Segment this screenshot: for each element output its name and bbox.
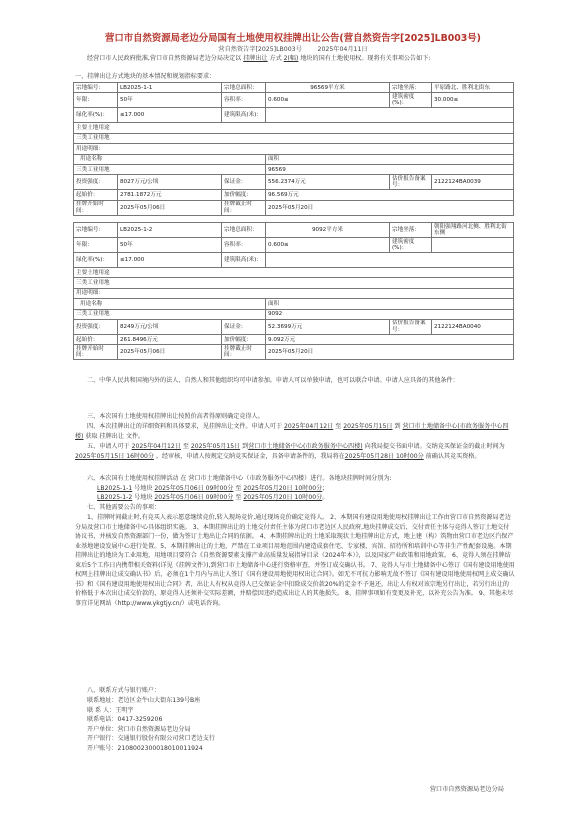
parcel-years: 50年 (118, 93, 222, 108)
label-cell: 挂牌开始时间： (74, 345, 118, 360)
label-cell: 保证金： (222, 319, 266, 334)
table-row (74, 278, 514, 288)
table-row (74, 190, 514, 200)
listing-line-2 (97, 493, 517, 503)
table-row (74, 83, 514, 93)
section-7-body: 1、挂牌时间截止时,有竞买人表示愿意继续竞价,转入现场竞价,通过现场竞价确定竞得人。 2、本期国有建设用地使用权挂牌出让工作由营口市自然资源局老边分局及营口市土地储备中心具体组织实施。 3、本期挂牌出让的土地交付责任主体为营口市老边区人民政府,地块挂牌成交后，交付责任主体与竞得人签订土地交付协议书，并核发自然资源部门一份，做为签订土地出让合同的依据。 4、本期挂牌出让的土地采取现状土地挂牌出让方式，地上建（构）筑物由营口市老边区汽保产业基地建设发展中心进行处置。5、本期挂牌出让的土地，严禁在工业项目用地范围内建造成套住宅、专家楼、宾馆、招待所和培训中心等非生产性配套设施。本期挂牌出让的地块为工业用地，用地项目要符合《自然资源要素支撑产业高质量发展指导目录（2024年本）》，以及国家产业政策和用地政策。 6、竞得人须在挂牌结束后5个工作日内携带相关资料(详见《挂牌文件》),到营口市土地储备中心进行资格审查，并签订成交确认书。 7、竞得人与市土地储备中心签订《国有建设用地使用权网上挂牌出让成交确认书》后，必须在1个月内与出让人签订《国有建设用地使用权出让合同》。如无不可抗力影响无故不签订《国有建设用地使用权网上成交确认书》和《国有建设用地使用权出让合同》者，出让人有权从竞得人已交保证金中扣除成交价款20%的定金不予退还，出让人有权对该宗地另行出让，若另行出让的价格低于本次出让成交价款的，原竞得人还须补交实际差额，并赔偿因违约造成出让人的其他损失。 8、挂牌事项如有变更及补充，以补充公告为准。 9、其他未尽事宜详见网站（http://www.ykgtjy.cn/）或电话咨询。 (75, 514, 515, 607)
parcel-step: 9.092万元 (266, 334, 514, 344)
table-row (74, 319, 514, 334)
label-cell: 三类工业用地 (74, 133, 514, 143)
signature: 营口市自然资源局老边分局 (429, 786, 504, 793)
date: 2025年05月15日 (190, 443, 241, 450)
table-row (74, 154, 514, 164)
parcel-listing-start: 2025年05月06日 (118, 345, 222, 360)
label-cell: 估价报告备案号： (390, 175, 432, 190)
contact-block (87, 696, 527, 753)
label-cell: 用途明细： (74, 288, 514, 298)
table-row (74, 238, 514, 253)
parcel-area: 96569平方米 (266, 83, 390, 93)
label-cell: 建筑限高(米)： (222, 253, 266, 268)
subtitle-date: 2025年04月11日 (317, 46, 368, 53)
text: 获取 挂牌出让 文件。 (83, 432, 145, 440)
section-8-heading: 八、联系方式与银行账户： (87, 687, 161, 694)
label-cell: 投资强度： (74, 319, 118, 334)
parcel-height (266, 108, 514, 123)
date: 2025年05月06日 09时00分 (154, 494, 234, 501)
text: 向我局提交书面申请。交纳竞买保证金的截止时间为 (362, 443, 505, 450)
label-cell: 容积率： (222, 93, 266, 108)
section-4 (75, 422, 515, 441)
parcel-table-2 (73, 222, 514, 360)
text: 。经审核，申请人按规定交纳竞买保证金，具备申请条件的，我局将在 (153, 452, 345, 460)
parcel-density (432, 238, 514, 253)
parcel-start-price: 261.8496万元 (118, 334, 222, 344)
subtitle-ref: 营自然资告字[2025]LB003号 (218, 46, 302, 53)
label-cell: 宗地坐落： (390, 223, 432, 238)
label-cell: 年限： (74, 93, 118, 108)
table-row (74, 345, 514, 360)
label-cell: 用途明细： (74, 144, 514, 154)
parcel-location: 平原路北、胜利北街东 (432, 83, 514, 93)
table-row (74, 309, 514, 319)
parcel-deposit: 556.2374万元 (266, 175, 390, 190)
parcel-far: 0.600≤ (266, 93, 390, 108)
parcel-no: LB2025-1-2 (118, 223, 222, 238)
parcel-use-area: 9092 (266, 309, 514, 319)
text: 至 (180, 443, 191, 450)
label-cell: 绿化率(%)： (74, 253, 118, 268)
bank-name: 开户银行：交通银行股份有限公司营口老边支行 (87, 735, 215, 742)
parcel-use-area: 96569 (266, 164, 514, 174)
table-row (74, 253, 514, 268)
label-cell: 宗地编号： (74, 83, 118, 93)
text: ； (322, 485, 329, 492)
parcel-years: 50年 (118, 238, 222, 253)
intro-text: 方式 (267, 55, 284, 62)
parcel-listing-start: 2025年05月06日 (118, 200, 222, 215)
label-cell: 用途名称 (74, 154, 266, 164)
label-cell: 用途名称 (74, 299, 266, 309)
text: 号地块 (132, 494, 155, 501)
label-cell: 主要土地用途 (74, 268, 514, 278)
date: 2025年04月12日 (283, 423, 334, 430)
page-subtitle (0, 44, 586, 53)
label-cell: 建筑限高(米)： (222, 108, 266, 123)
label-cell: 宗地总面积： (222, 83, 266, 93)
parcel-area: 9092平方米 (266, 223, 390, 238)
table-row (74, 334, 514, 344)
table-row (74, 175, 514, 190)
section-3: 三、本次国有土地使用权挂牌出让按照价高者得原则确定竞得人。 (87, 413, 264, 420)
label-cell: 加价幅度： (222, 190, 266, 200)
table-row (74, 93, 514, 108)
table-row (74, 299, 514, 309)
table-row (74, 268, 514, 278)
table-row (74, 123, 514, 133)
label-cell: 宗地总面积： (222, 223, 266, 238)
table-row (74, 108, 514, 123)
label-cell: 绿化率(%)： (74, 108, 118, 123)
table-row (74, 200, 514, 215)
label-cell: 容积率： (222, 238, 266, 253)
table-row (74, 288, 514, 298)
label-cell: 保证金： (222, 175, 266, 190)
intro-text: 地块的国有土地使用权。现将有关事项公告如下: (298, 55, 431, 62)
parcel-no: LB2025-1-2 (97, 494, 133, 501)
parcel-eval-no: 2122124BA0039 (432, 175, 514, 190)
section-6: 六、本次国有土地使用权挂牌活动 在 营口市土地储备中心（市政务服务中心四楼）进行。各地块挂牌时间分别为: (87, 475, 392, 482)
label-cell: 挂牌截止时间： (222, 345, 266, 360)
label-cell: 宗地编号： (74, 223, 118, 238)
section-7-heading: 七、其他需要公告的事项： (87, 504, 161, 511)
date: 2025年05月20日 10时00分 (243, 485, 323, 492)
parcel-eval-no: 2122124BA0040 (432, 319, 514, 334)
label-cell: 挂牌截止时间： (222, 200, 266, 215)
parcel-listing-end: 2025年05月20日 (266, 345, 514, 360)
label-cell: 面积 (266, 299, 514, 309)
date: 2025年04月12日 (131, 443, 181, 450)
text: 前确认其竞买资格。 (423, 452, 481, 460)
contact-person: 联 系 人：王明宇 (87, 706, 134, 714)
label-cell: 主要土地用途 (74, 123, 514, 133)
text: 四、本次挂牌出让的详细资料和具体要求，见挂牌出让文件。申请人可于 (87, 423, 284, 430)
label-cell: 投资强度： (74, 175, 118, 190)
label-cell: 年限： (74, 238, 118, 253)
parcel-height (266, 253, 514, 268)
date: 2025年05月28日 10时00分 (344, 452, 424, 460)
date: 2025年05月20日 10时00分 (243, 494, 323, 501)
date: 2025年05月15日 (343, 423, 393, 430)
label-cell: 挂牌开始时间： (74, 200, 118, 215)
parcel-use: 三类工业用地 (74, 309, 266, 319)
page-title: 营口市自然资源局老边分局国有土地使用权挂牌出让公告(营自然资告字[2025]LB003号) (105, 33, 481, 44)
text: 至 (233, 485, 244, 492)
text: 五、申请人可于 (87, 443, 132, 450)
intro-text: 经营口市人民政府批准,营口市自然资源局老边分局决定以 (87, 55, 244, 62)
parcel-start-price: 2781.1872万元 (118, 190, 222, 200)
label-cell: 估价报告备案号： (390, 319, 432, 334)
parcel-use: 三类工业用地 (74, 164, 266, 174)
section-1-heading: 一、挂牌出让方式地块的基本情况和规划指标要求： (75, 73, 216, 80)
label-cell: 起始价： (74, 190, 118, 200)
parcel-invest: 8249万元/公顷 (118, 319, 222, 334)
text: 至 (333, 423, 344, 430)
label-cell: 起始价： (74, 334, 118, 344)
org: 营口市土地储备中心(市政务服务中心四楼) (248, 443, 363, 450)
date: 2025年05月15日 16时00分 (75, 452, 154, 460)
parcel-invest: 8027万元/公顷 (118, 175, 222, 190)
contact-address: 联系地址：老边区金牛山大街东139号B座 (87, 697, 201, 704)
label-cell: 三类工业用地 (74, 278, 514, 288)
text: 号地块 (132, 485, 155, 492)
table-row (74, 223, 514, 238)
parcel-density: 30.000≤ (432, 93, 514, 108)
intro-method: 挂牌出让 (243, 55, 268, 62)
bank-payee: 开户单位：营口市自然资源局老边分局 (87, 725, 191, 733)
parcel-green: ≤17.000 (118, 253, 222, 268)
parcel-listing-end: 2025年05月20日 (266, 200, 514, 215)
label-cell: 面积 (266, 154, 514, 164)
label-cell: 建筑密度(%)： (390, 238, 432, 253)
parcel-no: LB2025-1-1 (118, 83, 222, 93)
intro-count: 2(幅) (283, 55, 299, 62)
parcel-no: LB2025-1-1 (97, 485, 133, 492)
label-cell: 加价幅度： (222, 334, 266, 344)
text: 至 (233, 494, 244, 501)
parcel-green: ≤17.000 (118, 108, 222, 123)
text: 到 (240, 443, 249, 450)
parcel-deposit: 52.3699万元 (266, 319, 390, 334)
parcel-table-1 (73, 82, 514, 216)
section-5 (75, 442, 515, 461)
intro-paragraph (75, 54, 515, 64)
label-cell: 建筑密度(%)： (390, 93, 432, 108)
text: 到 (392, 423, 403, 430)
table-row (74, 144, 514, 154)
label-cell: 宗地坐落： (390, 83, 432, 93)
contact-phone: 联系电话：0417-3259206 (87, 716, 163, 723)
org: 营口市土地储备中心(市政务服务中心四楼) (75, 423, 509, 440)
parcel-step: 96.569万元 (266, 190, 514, 200)
date: 2025年05月06日 09时00分 (154, 485, 234, 492)
text: 。 (322, 494, 329, 501)
table-row (74, 133, 514, 143)
table-row (74, 164, 514, 174)
parcel-far: 0.600≤ (266, 238, 390, 253)
parcel-location: 朝阳强翔路河北侧、胜利北街东侧 (432, 223, 514, 238)
section-2: 二、中华人民共和国境内外的法人、自然人和其他组织均可申请参加。申请人可以单独申请，也可以联合申请。申请人应具备的其他条件： (87, 377, 459, 384)
bank-account: 开户账号：210800230001801001​1924 (87, 744, 203, 752)
